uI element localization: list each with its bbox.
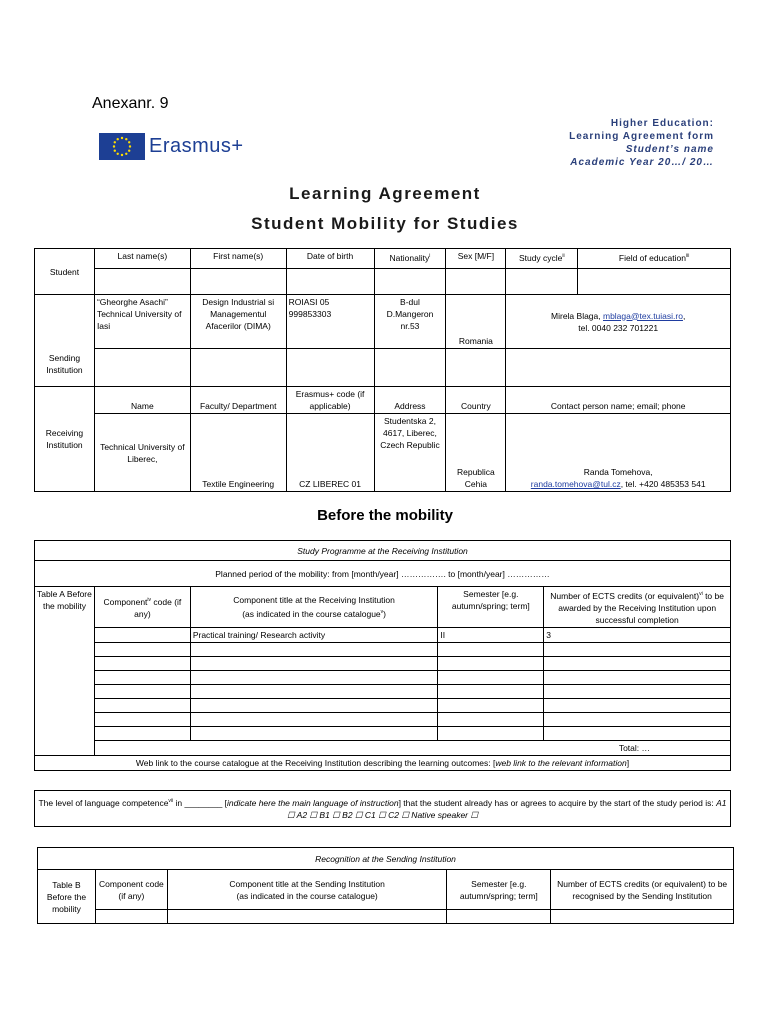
- table-b: [37, 847, 734, 924]
- section-heading: Before the mobility: [317, 507, 453, 524]
- header-country: Country: [446, 387, 506, 414]
- header-info: [569, 117, 714, 169]
- language-levels-checkboxes[interactable]: A1 ☐ A2 ☐ B1 ☐ B2 ☐ C1 ☐ C2 ☐ Native speaker ☐: [287, 797, 727, 821]
- language-competence: The level of language competence$^{vii}$ in ________ [indicate here the main language of instruction] that the student already has or agrees to acquire by the start of the study period is: A1 ☐ A2 ☐ B1 ☐ B2 ☐ C1 ☐ C2 ☐ Native speaker ☐: [35, 791, 731, 827]
- language-competence-table: [34, 790, 731, 827]
- receiving-country: Republica Cehia: [446, 414, 506, 492]
- table-row[interactable]: [94, 670, 190, 684]
- header-line: Academic Year 20…/ 20…: [570, 157, 714, 168]
- receiving-contact: Randa Tomehova, randa.tomehova@tul.cz, tel. +420 485353 541: [506, 414, 731, 492]
- credits-cell[interactable]: 3: [544, 627, 731, 642]
- header-semester: Semester [e.g. autumn/spring; term]: [447, 870, 551, 910]
- table-row[interactable]: [438, 726, 544, 740]
- table-row[interactable]: [438, 656, 544, 670]
- table-row[interactable]: [544, 670, 731, 684]
- table-row[interactable]: [190, 698, 438, 712]
- nationality-cell[interactable]: [374, 269, 446, 295]
- receiving-address: Studentska 2, 4617, Liberec, Czech Republic: [374, 414, 446, 492]
- component-code-cell[interactable]: [94, 627, 190, 642]
- header-study-cycle: Study cycle$^{ii}$: [506, 249, 578, 269]
- table-a-label: Table A Before the mobility: [35, 587, 95, 756]
- table-row[interactable]: [94, 684, 190, 698]
- sending-faculty: Design Industrial si Managementul Afacerilor (DIMA): [190, 295, 286, 349]
- sex-cell[interactable]: [446, 269, 506, 295]
- logo-text: Erasmus+: [149, 135, 244, 157]
- table-row[interactable]: [438, 712, 544, 726]
- header-line: Student’s name: [625, 144, 714, 155]
- empty-cell: [94, 349, 190, 387]
- header-semester: Semester [e.g. autumn/spring; term]: [438, 587, 544, 628]
- table-row[interactable]: [544, 698, 731, 712]
- empty-cell: [190, 349, 286, 387]
- annex-number: Anexanr. 9: [92, 95, 169, 112]
- header-line: Higher Education:: [610, 118, 714, 129]
- receiving-label: Receiving Institution: [35, 387, 95, 492]
- table-a-caption: Study Programme at the Receiving Institution: [35, 541, 731, 561]
- dob-cell[interactable]: [286, 269, 374, 295]
- table-row[interactable]: [544, 726, 731, 740]
- sending-email-link[interactable]: mblaga@tex.tuiasi.ro: [602, 310, 683, 321]
- table-row[interactable]: [190, 670, 438, 684]
- sending-contact: Mirela Blaga, mblaga@tex.tuiasi.ro, tel. 0040 232 701221: [506, 295, 731, 349]
- header-first-name: First name(s): [190, 249, 286, 269]
- header-component-code: Component$^{iv}$ code (if any): [94, 587, 190, 628]
- header-field: Field of education$^{iii}$: [578, 249, 731, 269]
- receiving-email-link[interactable]: randa.tomehova@tul.cz: [530, 479, 621, 489]
- table-row[interactable]: [190, 656, 438, 670]
- receiving-name: Technical University of Liberec,: [94, 414, 190, 492]
- table-row[interactable]: [190, 712, 438, 726]
- table-row[interactable]: [94, 726, 190, 740]
- empty-cell: [446, 349, 506, 387]
- table-row[interactable]: [190, 642, 438, 656]
- empty-cell: [506, 349, 731, 387]
- header-line: Learning Agreement form: [569, 131, 714, 142]
- empty-cell: [286, 349, 374, 387]
- planned-period: Planned period of the mobility: from [month/year] ……………. to [month/year] ……………: [35, 561, 731, 587]
- empty-cell: [374, 349, 446, 387]
- eu-flag-icon: [99, 133, 145, 160]
- table-row[interactable]: [95, 910, 167, 924]
- table-row[interactable]: [438, 670, 544, 684]
- web-link-row: Web link to the course catalogue at the Receiving Institution describing the learning outcomes: [web link to the relevant information]: [35, 755, 731, 770]
- header-last-name: Last name(s): [94, 249, 190, 269]
- first-name-cell[interactable]: [190, 269, 286, 295]
- semester-cell[interactable]: II: [438, 627, 544, 642]
- table-row[interactable]: [551, 910, 734, 924]
- table-row[interactable]: [167, 910, 446, 924]
- table-row[interactable]: [544, 712, 731, 726]
- sending-name: “Gheorghe Asachi” Technical University of Iasi: [94, 295, 190, 349]
- student-institution-table: [34, 248, 731, 492]
- table-row[interactable]: [544, 656, 731, 670]
- study-cycle-cell[interactable]: [506, 269, 578, 295]
- page-subtitle: Student Mobility for Studies: [251, 214, 519, 233]
- table-row[interactable]: [94, 642, 190, 656]
- table-row[interactable]: [438, 698, 544, 712]
- sending-country: Romania: [446, 295, 506, 349]
- header-faculty: Faculty/ Department: [190, 387, 286, 414]
- header-component-title: Component title at the Receiving Institution (as indicated in the course catalogue$^v$): [190, 587, 438, 628]
- header-name: Name: [94, 387, 190, 414]
- table-row[interactable]: [190, 684, 438, 698]
- header-ects: Number of ECTS credits (or equivalent)$^{vi}$ to be awarded by the Receiving Institution upon successful completion: [544, 587, 731, 628]
- table-b-caption: Recognition at the Sending Institution: [38, 848, 734, 870]
- table-row[interactable]: [94, 656, 190, 670]
- table-row[interactable]: [544, 642, 731, 656]
- table-a: [34, 540, 731, 771]
- page-title: Learning Agreement: [289, 184, 481, 203]
- table-b-label: Table B Before the mobility: [38, 870, 96, 924]
- header-dob: Date of birth: [286, 249, 374, 269]
- header-component-code: Component code (if any): [95, 870, 167, 910]
- sending-address: B-dul D.Mangeron nr.53: [374, 295, 446, 349]
- header-sex: Sex [M/F]: [446, 249, 506, 269]
- table-row[interactable]: [544, 684, 731, 698]
- table-row[interactable]: [438, 642, 544, 656]
- header-component-title: Component title at the Sending Institution (as indicated in the course catalogue): [167, 870, 446, 910]
- header-ects: Number of ECTS credits (or equivalent) to be recognised by the Sending Institution: [551, 870, 734, 910]
- receiving-faculty: Textile Engineering: [190, 414, 286, 492]
- table-row[interactable]: [94, 698, 190, 712]
- last-name-cell[interactable]: [94, 269, 190, 295]
- header-address: Address: [374, 387, 446, 414]
- field-cell[interactable]: [578, 269, 731, 295]
- header-nationality: Nationality$^i$: [374, 249, 446, 269]
- header-contact: Contact person name; email; phone: [506, 387, 731, 414]
- table-row[interactable]: [94, 712, 190, 726]
- total-row: Total: …: [94, 740, 730, 755]
- header-erasmus-code: Erasmus+ code (if applicable): [286, 387, 374, 414]
- table-row[interactable]: [438, 684, 544, 698]
- table-row[interactable]: [190, 726, 438, 740]
- component-title-cell[interactable]: Practical training/ Research activity: [190, 627, 438, 642]
- student-label: Student: [35, 249, 95, 295]
- sending-code: ROIASI 05 999853303: [286, 295, 374, 349]
- table-row[interactable]: [447, 910, 551, 924]
- sending-label: Sending Institution: [35, 295, 95, 387]
- erasmus-logo: [99, 133, 244, 160]
- receiving-code: CZ LIBEREC 01: [286, 414, 374, 492]
